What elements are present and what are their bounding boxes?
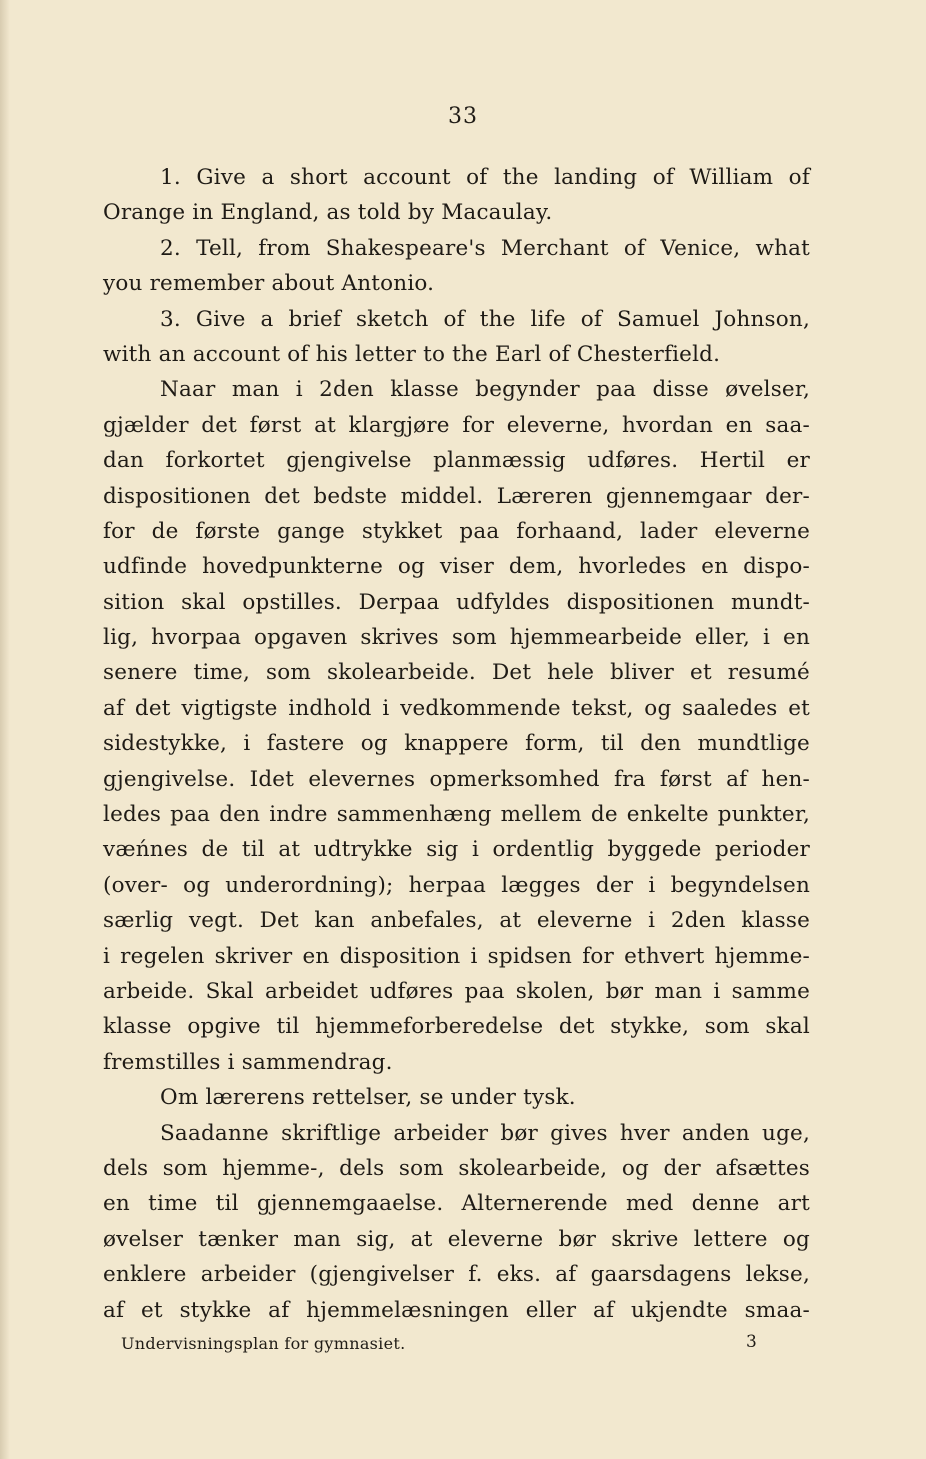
text-line: with an account of his letter to the Earl of Chesterfield. bbox=[103, 341, 721, 367]
text-line: gjælder det først at klargjøre for eleverne, hvordan en saa- bbox=[103, 412, 810, 438]
text-line: senere time, som skolearbeide. Det hele bliver et resumé bbox=[103, 660, 810, 686]
text-line: af et stykke af hjemmelæsningen eller af ukjendte smaa- bbox=[103, 1297, 810, 1323]
text-line: dels som hjemme-, dels som skolearbeide, og der afsættes bbox=[103, 1155, 810, 1181]
text-line: udfinde hovedpunkterne og viser dem, hvorledes en dispo- bbox=[103, 554, 810, 580]
footer-sheet-number: 3 bbox=[746, 1332, 757, 1352]
text-line: Om lærerens rettelser, se under tysk. bbox=[160, 1085, 576, 1111]
text-line: sidestykke, i fastere og knappere form, til den mundtlige bbox=[103, 731, 810, 757]
text-line: Naar man i 2den klasse begynder paa disse øvelser, bbox=[160, 377, 810, 403]
text-line: gjengivelse. Idet elevernes opmerksomhed fra først af hen- bbox=[103, 766, 810, 792]
text-line: 1. Give a short account of the landing of William of bbox=[160, 165, 810, 190]
text-line: sition skal opstilles. Derpaa udfyldes dispositionen mundt- bbox=[103, 589, 810, 615]
text-line: en time til gjennemgaaelse. Alternerende med denne art bbox=[103, 1191, 810, 1217]
body-text bbox=[103, 160, 810, 1328]
text-line: dan forkortet gjengivelse planmæssig udføres. Hertil er bbox=[103, 448, 810, 474]
text-line: i regelen skriver en disposition i spidsen for ethvert hjemme- bbox=[103, 943, 810, 969]
text-line: Orange in England, as told by Macaulay. bbox=[103, 200, 553, 226]
text-line: arbeide. Skal arbeidet udføres paa skolen, bør man i samme bbox=[103, 978, 810, 1004]
page-edge bbox=[0, 0, 10, 1459]
text-line: you remember about Antonio. bbox=[103, 271, 435, 297]
text-line: 3. Give a brief sketch of the life of Samuel Johnson, bbox=[160, 306, 810, 332]
text-line: 2. Tell, from Shakespeare's Merchant of Venice, what bbox=[160, 235, 810, 261]
footer-signature: Undervisningsplan for gymnasiet. bbox=[121, 1334, 406, 1353]
text-line: fremstilles i sammendrag. bbox=[103, 1049, 393, 1075]
text-line: for de første gange stykket paa forhaand, lader eleverne bbox=[103, 518, 810, 544]
text-line: Saadanne skriftlige arbeider bør gives hver anden uge, bbox=[160, 1120, 810, 1146]
text-line: enklere arbeider (gjengivelser f. eks. af gaarsdagens lekse, bbox=[103, 1262, 810, 1288]
text-line: øvelser tænker man sig, at eleverne bør skrive lettere og bbox=[103, 1226, 810, 1252]
page-number: 33 bbox=[448, 104, 478, 129]
text-line: klasse opgive til hjemmeforberedelse det stykke, som skal bbox=[103, 1014, 810, 1040]
text-line: væńnes de til at udtrykke sig i ordentlig byggede perioder bbox=[103, 837, 810, 863]
text-line: lig, hvorpaa opgaven skrives som hjemmearbeide eller, i en bbox=[103, 625, 810, 651]
text-line: af det vigtigste indhold i vedkommende tekst, og saaledes et bbox=[103, 695, 810, 721]
text-line: ledes paa den indre sammenhæng mellem de enkelte punkter, bbox=[103, 802, 810, 828]
text-line: (over- og underordning); herpaa lægges der i begyndelsen bbox=[103, 872, 810, 898]
text-line: dispositionen det bedste middel. Læreren gjennemgaar der- bbox=[103, 483, 810, 509]
text-line: særlig vegt. Det kan anbefales, at eleverne i 2den klasse bbox=[103, 908, 810, 934]
